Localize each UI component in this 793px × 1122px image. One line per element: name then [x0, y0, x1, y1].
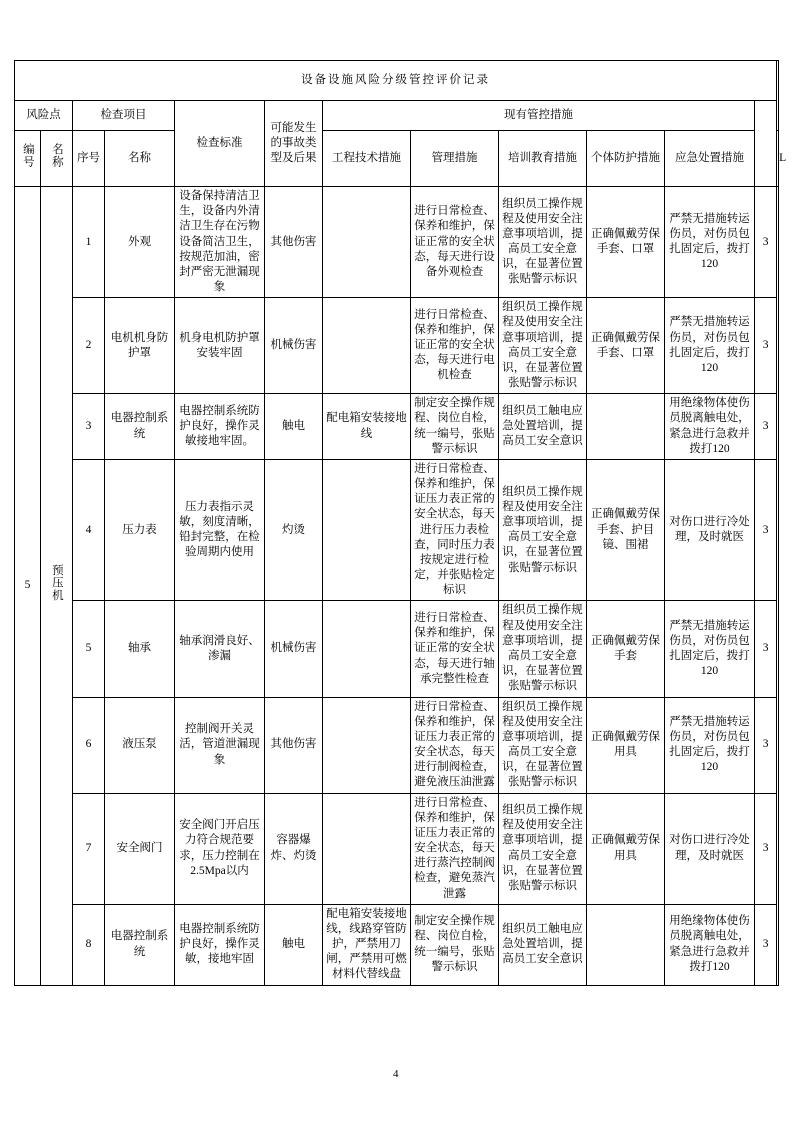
row-training: 组织员工触电应急处置培训，提高员工安全意识 — [499, 904, 587, 985]
row-seq: 8 — [73, 904, 105, 985]
header-existing-controls: 现有管控措施 — [323, 101, 755, 131]
row-ppe: 正确佩戴劳保用具 — [587, 697, 665, 793]
row-item-name: 压力表 — [105, 459, 175, 601]
row-emergency: 严禁无措施转运伤员，对伤员包扎固定后，拨打120 — [665, 697, 755, 793]
row-emergency: 严禁无措施转运伤员，对伤员包扎固定后，拨打120 — [665, 298, 755, 394]
header-l-placeholder — [755, 101, 777, 187]
row-management: 进行日常检查、保养和维护，保证压力表正常的安全状态，每天进行制阀检查，避免液压油泄露 — [411, 697, 499, 793]
header-risk-name: 名称 — [41, 131, 73, 187]
header-training: 培训教育措施 — [499, 131, 587, 187]
row-standard: 机身电机防护罩安装牢固 — [175, 298, 265, 394]
row-training: 组织员工触电应急处置培训，提高员工安全意识 — [499, 394, 587, 460]
row-emergency: 严禁无措施转运伤员，对伤员包扎固定后，拨打120 — [665, 601, 755, 697]
row-l: 3 — [755, 187, 777, 298]
row-l: 3 — [755, 394, 777, 460]
row-seq: 7 — [73, 793, 105, 904]
row-engineering: 配电箱安装接地线，线路穿管防护，严禁用刀闸，严禁用可燃材料代替线盘 — [323, 904, 411, 985]
row-item-name: 轴承 — [105, 601, 175, 697]
row-ppe: 正确佩戴劳保手套 — [587, 601, 665, 697]
row-standard: 设备保持清洁卫生，设备内外清洁卫生存在污物设备简洁卫生，按规范加油，密封严密无泄漏现象 — [175, 187, 265, 298]
row-item-name: 液压泵 — [105, 697, 175, 793]
row-management: 进行日常检查、保养和维护，保证正常的安全状态，每天进行轴承完整性检查 — [411, 601, 499, 697]
row-engineering — [323, 298, 411, 394]
row-item-name: 电器控制系统 — [105, 904, 175, 985]
row-standard: 电器控制系统防护良好，操作灵敏，接地牢固 — [175, 904, 265, 985]
table-row — [15, 394, 779, 460]
table-body — [15, 187, 779, 986]
table-row — [15, 298, 779, 394]
header-sub-row — [15, 131, 779, 187]
row-accident-type: 触电 — [265, 394, 323, 460]
row-item-name: 电器控制系统 — [105, 394, 175, 460]
row-accident-type: 容器爆炸、灼烫 — [265, 793, 323, 904]
row-accident-type: 机械伤害 — [265, 298, 323, 394]
row-engineering — [323, 793, 411, 904]
row-l: 3 — [755, 793, 777, 904]
risk-point-code: 5 — [15, 187, 41, 986]
table-row — [15, 187, 779, 298]
row-management: 制定安全操作规程、岗位自检，统一编号，张贴警示标识 — [411, 904, 499, 985]
row-emergency: 用绝缘物体使伤员脱离触电处，紧急进行急救并拨打120 — [665, 904, 755, 985]
row-standard: 轴承润滑良好、渗漏 — [175, 601, 265, 697]
row-standard: 电器控制系统防护良好，操作灵敏接地牢固。 — [175, 394, 265, 460]
header-management: 管理措施 — [411, 131, 499, 187]
row-management: 进行日常检查、保养和维护，保证正常的安全状态，每天进行设备外观检查 — [411, 187, 499, 298]
row-ppe: 正确佩戴劳保手套、护目镜、围裙 — [587, 459, 665, 601]
header-risk-point: 风险点 — [15, 101, 73, 131]
row-accident-type: 其他伤害 — [265, 697, 323, 793]
row-seq: 4 — [73, 459, 105, 601]
row-accident-type: 灼烫 — [265, 459, 323, 601]
header-engineering: 工程技术措施 — [323, 131, 411, 187]
header-code: 编号 — [15, 131, 41, 187]
row-ppe: 正确佩戴劳保手套、口罩 — [587, 187, 665, 298]
header-check-standard: 检查标准 — [175, 101, 265, 187]
row-ppe: 正确佩戴劳保手套、口罩 — [587, 298, 665, 394]
row-training: 组织员工操作规程及使用安全注意事项培训，提高员工安全意识，在显著位置张贴警示标识 — [499, 459, 587, 601]
risk-control-evaluation-table — [14, 60, 787, 986]
row-accident-type: 机械伤害 — [265, 601, 323, 697]
row-l: 3 — [755, 601, 777, 697]
row-management: 进行日常检查、保养和维护，保证压力表正常的安全状态，每天进行压力表检查，同时压力表按规定进行检定，并张贴检定标识 — [411, 459, 499, 601]
row-training: 组织员工操作规程及使用安全注意事项培训，提高员工安全意识，在显著位置张贴警示标识 — [499, 793, 587, 904]
row-emergency: 用绝缘物体使伤员脱离触电处，紧急进行急救并拨打120 — [665, 394, 755, 460]
row-seq: 2 — [73, 298, 105, 394]
row-emergency: 对伤口进行冷处理，及时就医 — [665, 459, 755, 601]
row-management: 制定安全操作规程、岗位自检，统一编号，张贴警示标识 — [411, 394, 499, 460]
row-standard: 压力表指示灵敏，刻度清晰，铅封完整，在检验周期内使用 — [175, 459, 265, 601]
row-training: 组织员工操作规程及使用安全注意事项培训，提高员工安全意识，在显著位置张贴警示标识 — [499, 697, 587, 793]
record-sheet — [14, 60, 787, 986]
row-item-name: 安全阀门 — [105, 793, 175, 904]
page-number: 4 — [393, 1068, 399, 1080]
row-management: 进行日常检查、保养和维护，保证正常的安全状态，每天进行电机检查 — [411, 298, 499, 394]
row-training: 组织员工操作规程及使用安全注意事项培训，提高员工安全意识，在显著位置张贴警示标识 — [499, 601, 587, 697]
table-row — [15, 459, 779, 601]
row-engineering: 配电箱安装接地线 — [323, 394, 411, 460]
row-emergency: 严禁无措施转运伤员，对伤员包扎固定后，拨打120 — [665, 187, 755, 298]
row-engineering — [323, 601, 411, 697]
row-l: 3 — [755, 904, 777, 985]
row-engineering — [323, 459, 411, 601]
row-ppe: 正确佩戴劳保用具 — [587, 793, 665, 904]
header-group-row — [15, 101, 779, 131]
page-title: 设备设施风险分级管控评价记录 — [15, 61, 777, 101]
row-training: 组织员工操作规程及使用安全注意事项培训，提高员工安全意识，在显著位置张贴警示标识 — [499, 298, 587, 394]
row-l: 3 — [755, 298, 777, 394]
table-row — [15, 601, 779, 697]
row-accident-type: 触电 — [265, 904, 323, 985]
row-l: 3 — [755, 697, 777, 793]
row-item-name: 电机机身防护罩 — [105, 298, 175, 394]
header-ppe: 个体防护措施 — [587, 131, 665, 187]
header-accident-type: 可能发生的事故类型及后果 — [265, 101, 323, 187]
row-standard: 控制阀开关灵活，管道泄漏现象 — [175, 697, 265, 793]
row-seq: 6 — [73, 697, 105, 793]
row-standard: 安全阀门开启压力符合规范要求，压力控制在2.5Mpa以内 — [175, 793, 265, 904]
table-row — [15, 793, 779, 904]
row-accident-type: 其他伤害 — [265, 187, 323, 298]
header-l: L — [777, 131, 779, 187]
table-row — [15, 697, 779, 793]
table-row — [15, 904, 779, 985]
row-ppe — [587, 394, 665, 460]
row-management: 进行日常检查、保养和维护，保证压力表正常的安全状态，每天进行蒸汽控制阀检查，避免蒸汽泄露 — [411, 793, 499, 904]
row-engineering — [323, 697, 411, 793]
row-ppe — [587, 904, 665, 985]
row-item-name: 外观 — [105, 187, 175, 298]
table-header — [15, 61, 787, 187]
header-seq: 序号 — [73, 131, 105, 187]
risk-point-name: 预压机 — [41, 187, 73, 986]
row-seq: 1 — [73, 187, 105, 298]
title-row — [15, 61, 779, 101]
row-training: 组织员工操作规程及使用安全注意事项培训，提高员工安全意识，在显著位置张贴警示标识 — [499, 187, 587, 298]
row-emergency: 对伤口进行冷处理，及时就医 — [665, 793, 755, 904]
row-seq: 5 — [73, 601, 105, 697]
row-l: 3 — [755, 459, 777, 601]
row-engineering — [323, 187, 411, 298]
header-emergency: 应急处置措施 — [665, 131, 755, 187]
header-check-item: 检查项目 — [73, 101, 175, 131]
header-item-name: 名称 — [105, 131, 175, 187]
row-seq: 3 — [73, 394, 105, 460]
